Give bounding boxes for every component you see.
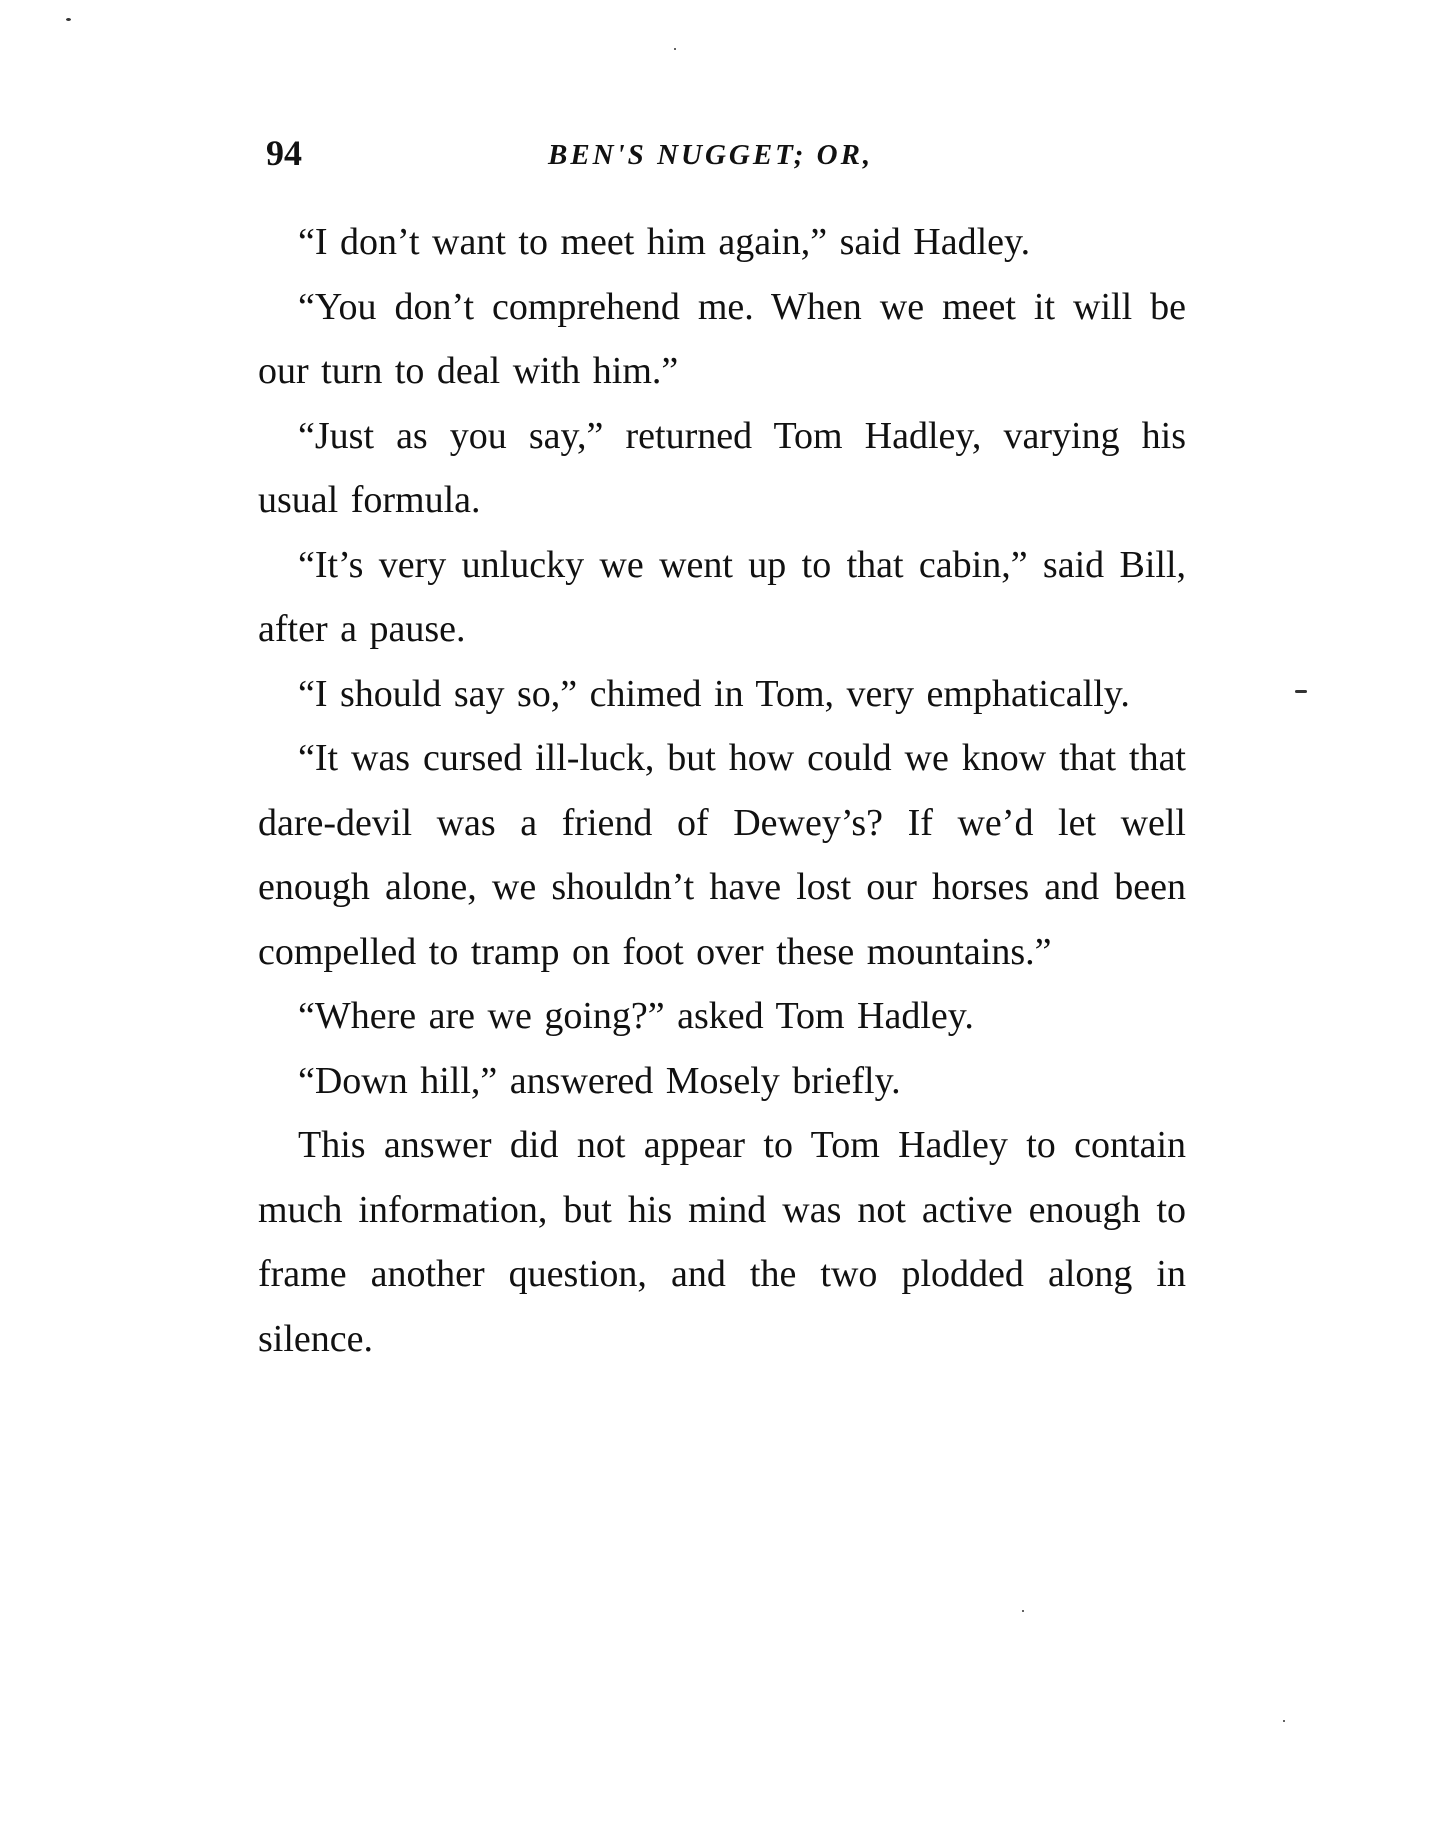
- scan-speck: [674, 48, 676, 50]
- scan-speck: [1295, 690, 1307, 693]
- paragraph-6: “It was cursed ill-luck, but how could we know that that dare-devil was a friend of Dewey’s? If we’d let well enough alone, we shouldn’t have lost our horses and been compelled to tramp on foot over these mountains.”: [258, 737, 1186, 973]
- paragraph-1: “I don’t want to meet him again,” said Hadley.: [298, 221, 1031, 263]
- running-title: BEN'S NUGGET; OR,: [548, 139, 874, 171]
- paragraph-7: “Where are we going?” asked Tom Hadley.: [298, 995, 974, 1037]
- paragraph-3: “Just as you say,” returned Tom Hadley, varying his usual formula.: [258, 414, 1186, 521]
- body-text: [258, 210, 1186, 1371]
- paragraph-2: “You don’t comprehend me. When we meet it will be our turn to deal with him.”: [258, 285, 1186, 392]
- scan-speck: [1283, 1720, 1285, 1722]
- page-number: 94: [266, 133, 302, 173]
- paragraph-8: “Down hill,” answered Mosely briefly.: [298, 1059, 901, 1102]
- scan-speck: [1022, 1610, 1024, 1612]
- paragraph-4: “It’s very unlucky we went up to that cabin,” said Bill, after a pause.: [258, 543, 1186, 650]
- paragraph-9: This answer did not appear to Tom Hadley to contain much information, but his mind was not active enough to frame another question, and the two plodded along in silence.: [258, 1124, 1186, 1360]
- running-head: [258, 128, 1186, 178]
- paragraph-5: “I should say so,” chimed in Tom, very emphatically.: [298, 672, 1130, 715]
- scan-speck: [66, 18, 71, 21]
